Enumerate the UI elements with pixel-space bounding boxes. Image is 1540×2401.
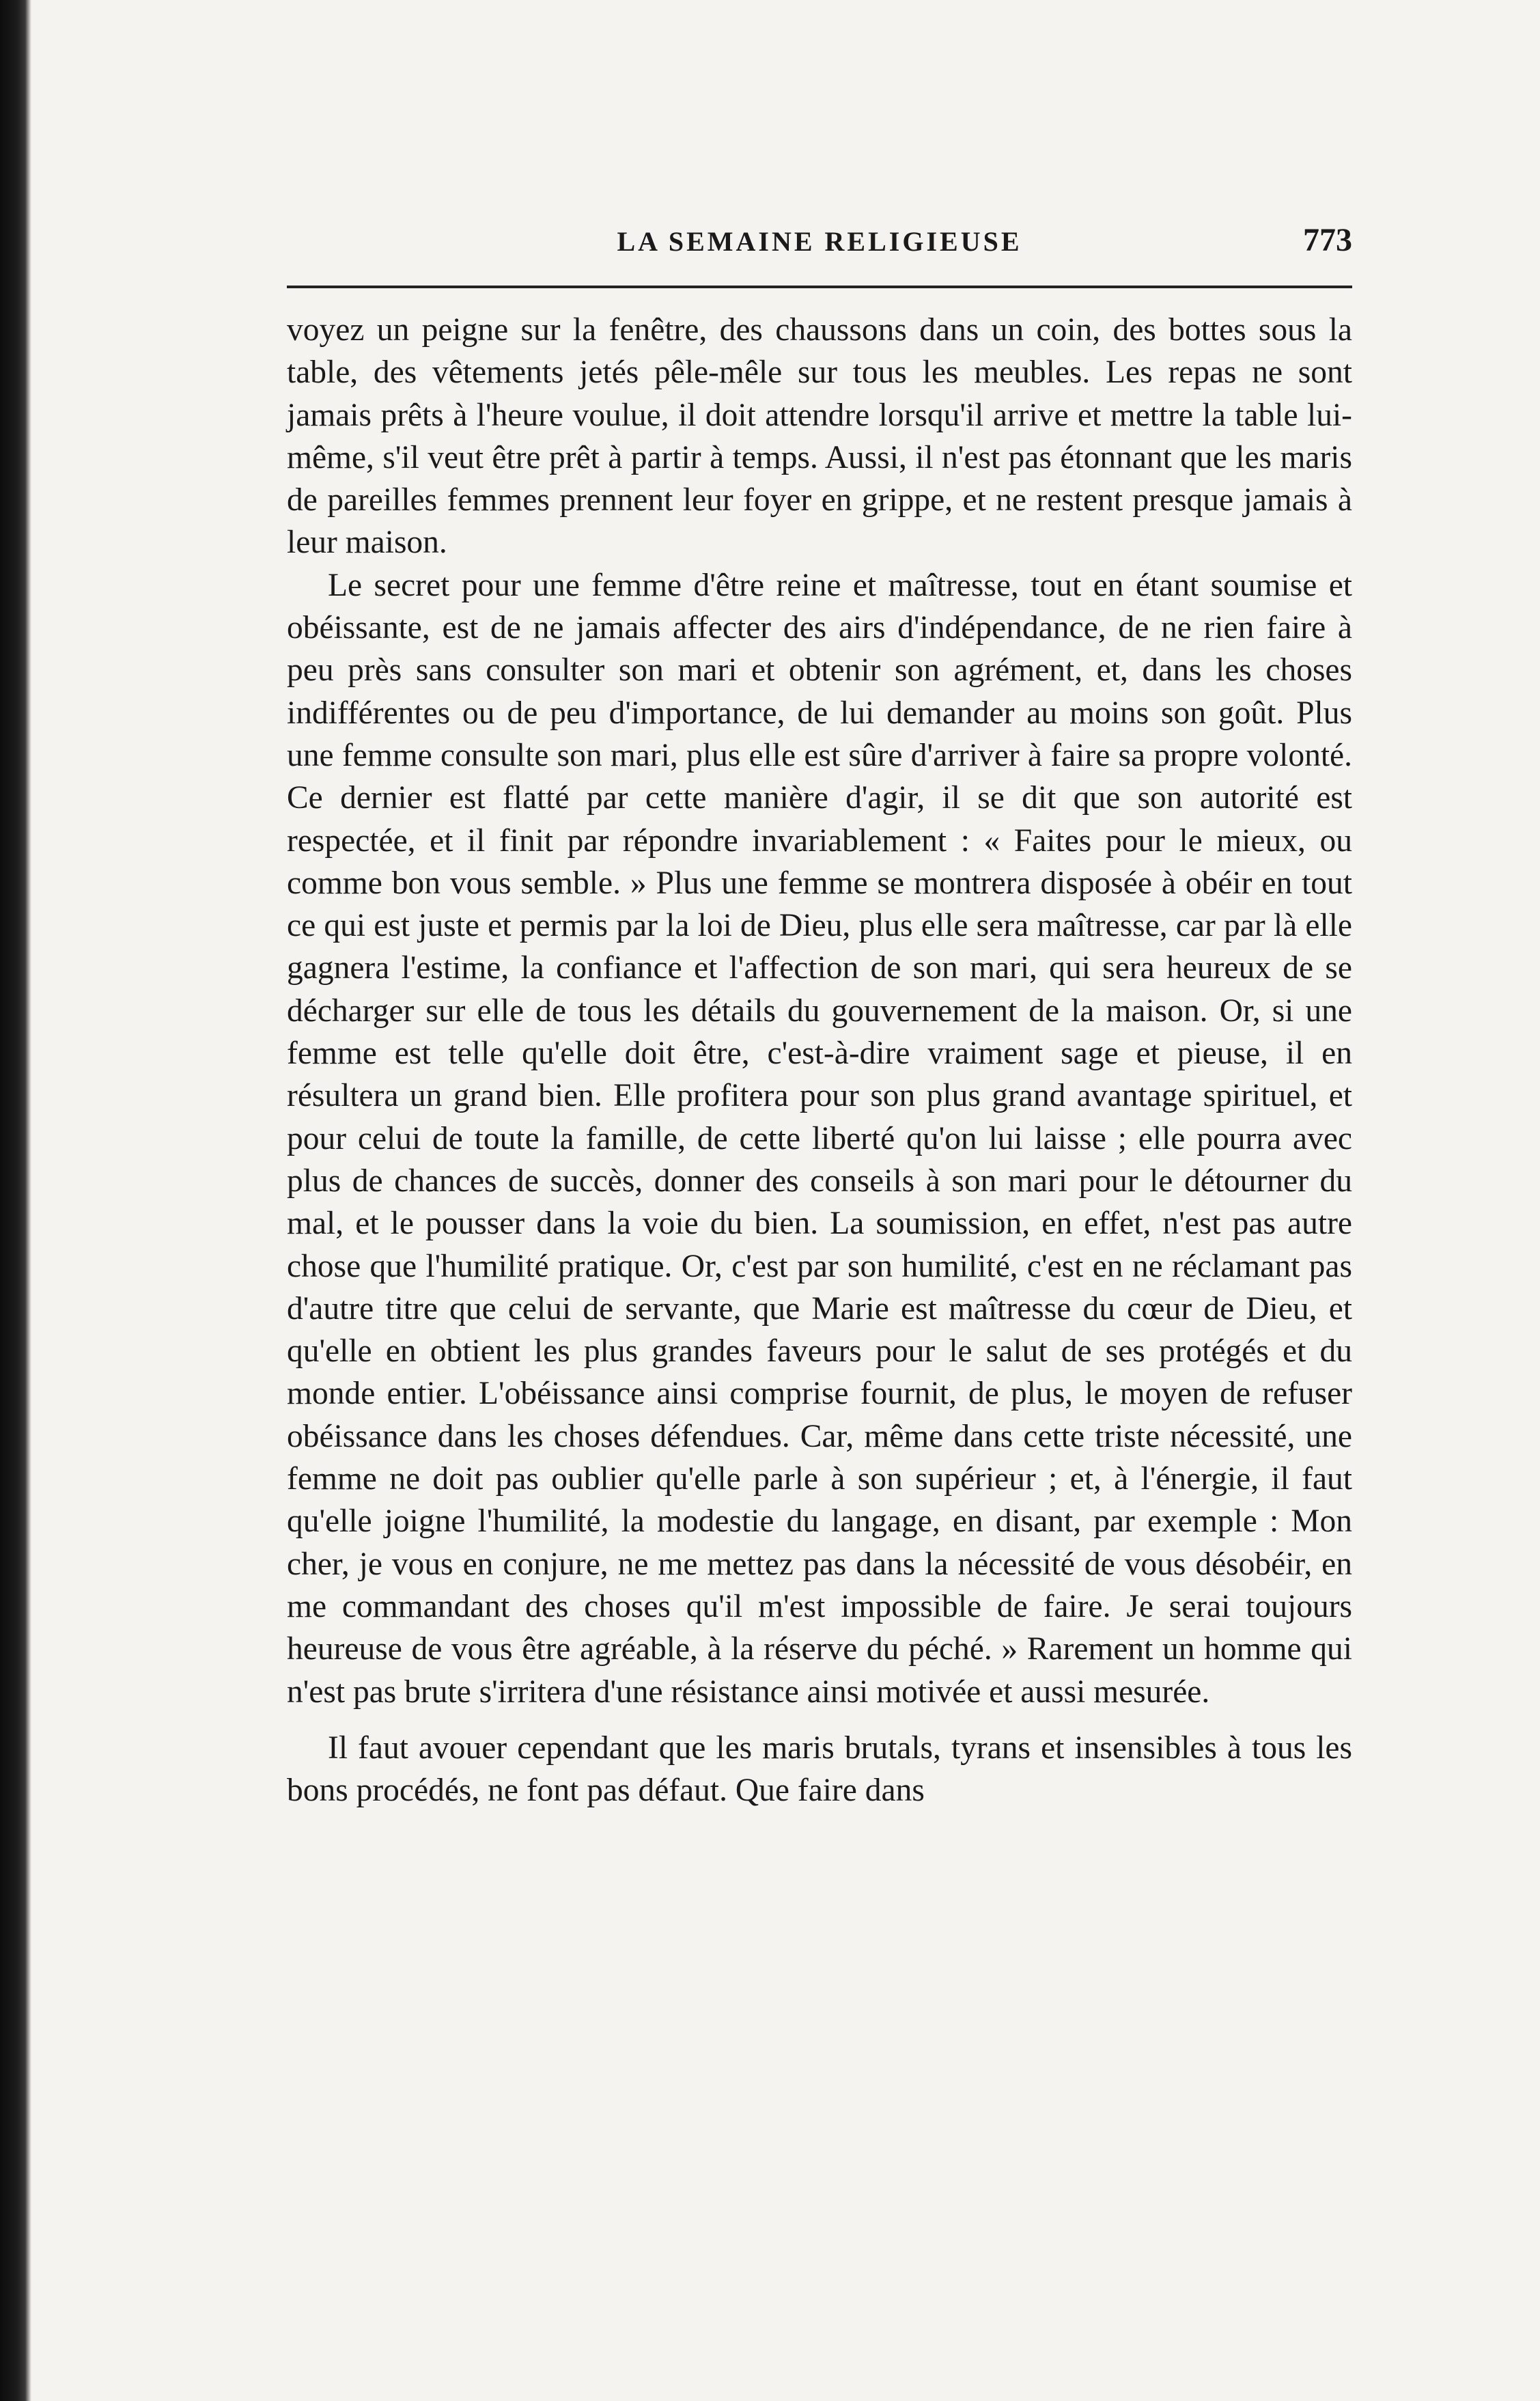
paragraph-continued: voyez un peigne sur la fenêtre, des chaussons dans un coin, des bottes sous la table, des vêtements jetés pêle-mêle sur tous les meubles. Les repas ne sont jamais prêts à l'heure voulue, il doit attendre lorsqu'il arrive et mettre la table lui-même, s'il veut être prêt à partir à temps. Aussi, il n'est pas étonnant que les maris de pareilles femmes prennent leur foyer en grippe, et ne restent presque jamais à leur maison. <box>287 312 1352 561</box>
book-page <box>287 222 1352 1812</box>
body-text <box>287 309 1352 1812</box>
running-head-title: LA SEMAINE RELIGIEUSE <box>617 226 1022 257</box>
book-binding-edge <box>0 0 31 2401</box>
paragraph-brutal-husbands: Il faut avouer cependant que les maris brutals, tyrans et insensibles à tous les bons procédés, ne font pas défaut. Que faire dans <box>287 1730 1352 1809</box>
page-number: 773 <box>1303 222 1352 258</box>
paragraph-secret-of-wife: Le secret pour une femme d'être reine et maîtresse, tout en étant soumise et obéissante, est de ne jamais affecter des airs d'indépendance, de ne rien faire à peu près sans consulter son mari et obtenir son agrément, et, dans les choses indifférentes ou de peu d'importance, de lui demander au moins son goût. Plus une femme consulte son mari, plus elle est sûre d'arriver à faire sa propre volonté. Ce dernier est flatté par cette manière d'agir, il se dit que son autorité est respectée, et il finit par répondre invariablement : « Faites pour le mieux, ou comme bon vous semble. » Plus une femme se montrera disposée à obéir en tout ce qui est juste et permis par la loi de Dieu, plus elle sera maîtresse, car par là elle gagnera l'estime, la confiance et l'affection de son mari, qui sera heureux de se décharger sur elle de tous les détails du gouvernement de la maison. Or, si une femme est telle qu'elle doit être, c'est-à-dire vraiment sage et pieuse, il en résultera un grand bien. Elle profitera pour son plus grand avantage spirituel, et pour celui de toute la famille, de cette liberté qu'on lui laisse ; elle pourra avec plus de chances de succès, donner des conseils à son mari pour le détourner du mal, et le pousser dans la voie du bien. La soumission, en effet, n'est pas autre chose que l'humilité pratique. Or, c'est par son humilité, c'est en ne réclamant pas d'autre titre que celui de servante, que Marie est maîtresse du cœur de Dieu, et qu'elle en obtient les plus grandes faveurs pour le salut de ses protégés et du monde entier. L'obéissance ainsi comprise fournit, de plus, le moyen de refuser obéissance dans les choses défendues. Car, même dans cette triste nécessité, une femme ne doit pas oublier qu'elle parle à son supérieur ; et, à l'énergie, il faut qu'elle joigne l'humilité, la modestie du langage, en disant, par exemple : Mon cher, je vous en conjure, ne me mettez pas dans la nécessité de vous désobéir, en me commandant des choses qu'il m'est impossible de faire. Je serai toujours heureuse de vous être agréable, à la réserve du péché. » Rarement un homme qui n'est pas brute s'irritera d'une résistance ainsi motivée et aussi mesurée. <box>287 567 1352 1710</box>
header-rule <box>287 286 1352 288</box>
running-head <box>287 222 1352 280</box>
